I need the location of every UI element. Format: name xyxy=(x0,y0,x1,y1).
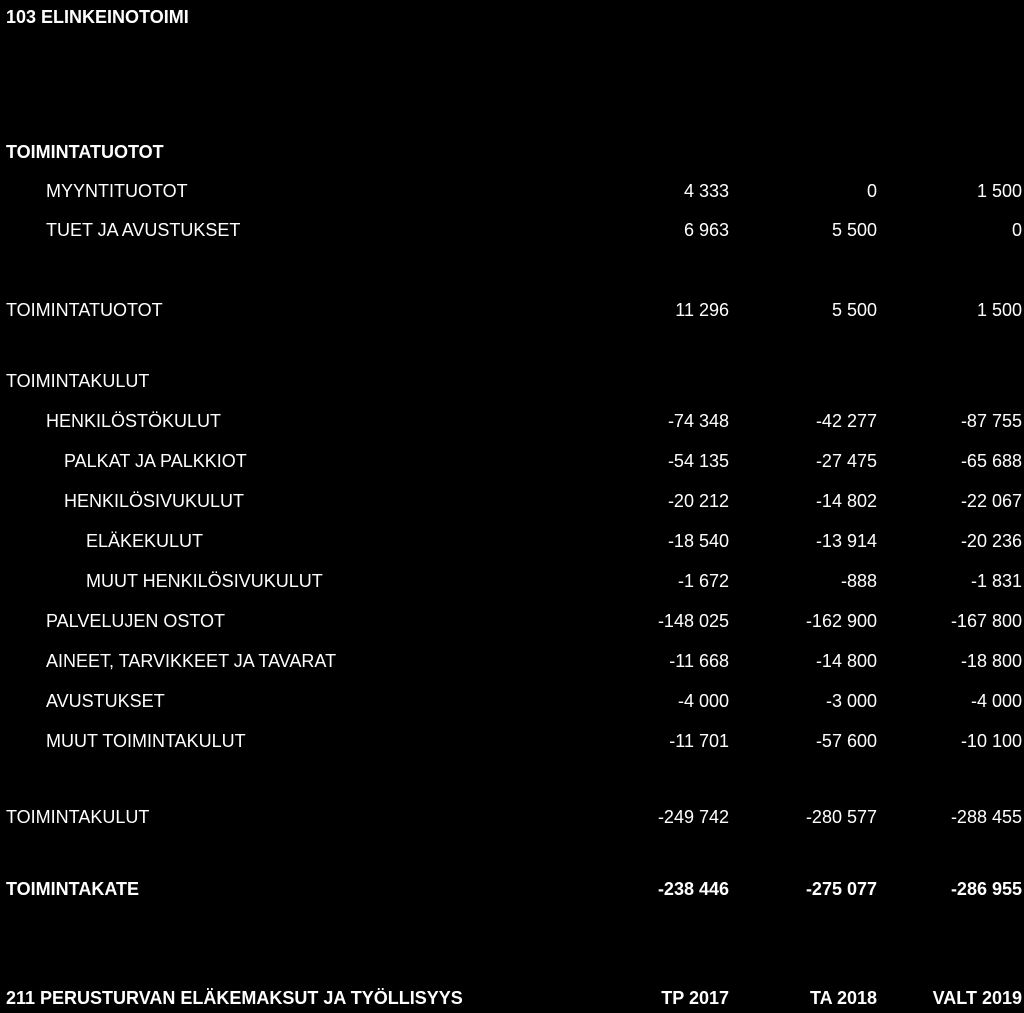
table-row xyxy=(0,526,1024,556)
value-ta2018: -14 800 xyxy=(815,651,877,671)
value-valt2019: -87 755 xyxy=(960,411,1022,431)
row-label: PALVELUJEN OSTOT xyxy=(46,611,226,631)
section-title: 211 PERUSTURVAN ELÄKEMAKSUT JA TYÖLLISYYS xyxy=(6,988,463,1008)
value-valt2019: -288 455 xyxy=(950,807,1022,827)
value-valt2019: -10 100 xyxy=(960,731,1022,751)
row-label: MUUT HENKILÖSIVUKULUT xyxy=(86,571,323,591)
value-ta2018: -42 277 xyxy=(815,411,877,431)
row-label: PALKAT JA PALKKIOT xyxy=(64,451,247,471)
value-ta2018: -13 914 xyxy=(815,531,877,551)
value-tp2017: -238 446 xyxy=(657,879,729,899)
value-ta2018: -57 600 xyxy=(815,731,877,751)
expense-heading: TOIMINTAKULUT xyxy=(6,371,150,391)
value-valt2019: -65 688 xyxy=(960,451,1022,471)
value-ta2018: -280 577 xyxy=(805,807,877,827)
value-tp2017: 4 333 xyxy=(683,181,729,201)
value-ta2018: 5 500 xyxy=(831,220,877,240)
value-tp2017: -74 348 xyxy=(667,411,729,431)
value-valt2019: -20 236 xyxy=(960,531,1022,551)
row-label: MUUT TOIMINTAKULUT xyxy=(46,731,246,751)
table-row xyxy=(0,646,1024,676)
table-row xyxy=(0,176,1024,206)
value-valt2019: 1 500 xyxy=(976,181,1022,201)
value-tp2017: -1 672 xyxy=(677,571,729,591)
row-label: HENKILÖSIVUKULUT xyxy=(64,491,245,511)
income-heading-row xyxy=(0,137,1024,167)
table-row xyxy=(0,606,1024,636)
row-label: TOIMINTAKATE xyxy=(6,879,139,899)
value-ta2018: -3 000 xyxy=(825,691,877,711)
income-heading: TOIMINTATUOTOT xyxy=(6,142,164,162)
row-label: AVUSTUKSET xyxy=(46,691,165,711)
value-ta2018: 5 500 xyxy=(831,300,877,320)
column-header-tp2017: TP 2017 xyxy=(661,988,729,1008)
margin-row xyxy=(0,874,1024,904)
value-tp2017: -20 212 xyxy=(667,491,729,511)
table-row xyxy=(0,446,1024,476)
row-label: MYYNTITUOTOT xyxy=(46,181,188,201)
row-label: HENKILÖSTÖKULUT xyxy=(46,411,222,431)
value-tp2017: -11 668 xyxy=(669,651,729,671)
value-tp2017: -4 000 xyxy=(677,691,729,711)
row-label: TUET JA AVUSTUKSET xyxy=(46,220,241,240)
value-valt2019: -4 000 xyxy=(970,691,1022,711)
value-tp2017: 6 963 xyxy=(683,220,729,240)
table-row xyxy=(0,566,1024,596)
table-row xyxy=(0,686,1024,716)
value-tp2017: 11 296 xyxy=(675,300,729,320)
row-label: TOIMINTATUOTOT xyxy=(6,300,163,320)
row-label: AINEET, TARVIKKEET JA TAVARAT xyxy=(46,651,337,671)
table-row xyxy=(0,726,1024,756)
value-ta2018: -14 802 xyxy=(815,491,877,511)
value-ta2018: -27 475 xyxy=(815,451,877,471)
table-row xyxy=(0,486,1024,516)
table-row xyxy=(0,406,1024,436)
value-ta2018: -888 xyxy=(840,571,877,591)
value-ta2018: -162 900 xyxy=(805,611,877,631)
column-header-valt2019: VALT 2019 xyxy=(932,988,1022,1008)
expense-total-row xyxy=(0,802,1024,832)
value-valt2019: 1 500 xyxy=(976,300,1022,320)
value-ta2018: 0 xyxy=(866,181,877,201)
value-tp2017: -148 025 xyxy=(657,611,729,631)
value-tp2017: -54 135 xyxy=(667,451,729,471)
expense-heading-row xyxy=(0,366,1024,396)
value-valt2019: 0 xyxy=(1011,220,1022,240)
value-valt2019: -1 831 xyxy=(970,571,1022,591)
value-tp2017: -11 701 xyxy=(669,731,729,751)
income-total-row xyxy=(0,295,1024,325)
value-valt2019: -22 067 xyxy=(960,491,1022,511)
value-tp2017: -18 540 xyxy=(667,531,729,551)
value-tp2017: -249 742 xyxy=(657,807,729,827)
value-ta2018: -275 077 xyxy=(805,879,877,899)
value-valt2019: -167 800 xyxy=(950,611,1022,631)
row-label: TOIMINTAKULUT xyxy=(6,807,150,827)
title-row xyxy=(0,2,1024,32)
column-header-ta2018: TA 2018 xyxy=(809,988,877,1008)
next-section-header-row xyxy=(0,983,1024,1013)
row-label: ELÄKEKULUT xyxy=(86,531,204,551)
page-title: 103 ELINKEINOTOIMI xyxy=(6,7,189,27)
table-row xyxy=(0,215,1024,245)
value-valt2019: -286 955 xyxy=(950,879,1022,899)
value-valt2019: -18 800 xyxy=(960,651,1022,671)
